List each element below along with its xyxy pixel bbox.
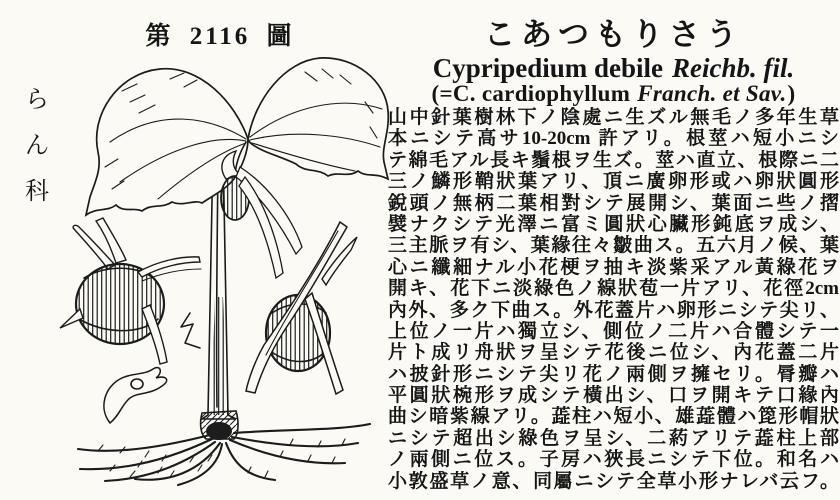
text-line: 心ニ纖細ナル小花梗ヲ抽キ淡紫采アル黃綠花ヲ — [388, 256, 839, 278]
synonym-name: (=C. cardiophyllum — [431, 81, 631, 106]
synonym-close: ) — [787, 81, 796, 106]
author-abbrev: Reichb. fil. — [672, 53, 795, 83]
text-line: 襞ナクシテ光澤ニ富ミ圓狀心臟形鈍底ヲ成シ、 — [388, 213, 839, 235]
text-line: 銳頭ノ無柄二葉相對シテ展開シ、葉面ニ些ノ摺 — [388, 192, 839, 214]
text-line: 小敦盛草ノ意、同屬ニシテ全草小形ナレバ云フ。 — [388, 470, 839, 492]
left-flower-detail — [60, 218, 201, 364]
right-leaf — [248, 58, 388, 179]
article-column — [388, 0, 839, 492]
family-char: ら — [25, 87, 49, 113]
species-name: Cypripedium debile — [432, 53, 664, 83]
family-char: 科 — [25, 179, 49, 205]
text-line: 山中針葉樹林下ノ陰處ニ生ズル無毛ノ多年生草 — [388, 107, 839, 128]
text-line: 開キ、花下ニ淡綠色ノ線狀苞一片アリ、花徑2cm — [388, 278, 839, 300]
text-line: 內外、多ク下曲ス。外花蓋片ハ卵形ニシテ尖リ、 — [388, 299, 839, 321]
description-text — [388, 107, 839, 492]
central-flower — [221, 142, 302, 278]
text-line: 本ニシテ高サ10-20cm 許アリ。根莖ハ短小ニシ — [388, 128, 839, 150]
text-line: ニシテ超出シ綠色ヲ呈シ、二葯アリテ蕋柱上部 — [388, 427, 839, 449]
column-detail — [104, 368, 167, 423]
text-line: 片ト成リ舟狀ヲ呈シテ花後ニ位シ、內花蓋二片 — [388, 342, 839, 364]
text-line: ハ披針形ニシテ尖リ花ノ兩側ヲ擁セリ。脣瓣ハ — [388, 363, 839, 385]
plant-title-kana: こあつもりさう — [484, 17, 743, 52]
text-line: 曲シ暗紫線アリ。蕋柱ハ短小、雄蕋體ハ箆形帽狀 — [388, 406, 839, 428]
text-line: テ綿毛アル長キ鬚根ヲ生ズ。莖ハ直立、根際ニ二 — [388, 149, 839, 171]
family-char: ん — [25, 133, 49, 159]
text-line: 平圓狀椀形ヲ成シテ橫出シ、口ヲ開キテ口緣內 — [388, 385, 839, 407]
stem-sheath — [181, 313, 200, 348]
text-line: 三ノ鱗形鞘狀葉アリ、頂ニ廣卵形或ハ卵狀圓形 — [388, 171, 839, 193]
scientific-name — [388, 54, 839, 82]
root-crown — [201, 411, 238, 440]
synonym-line — [388, 82, 839, 106]
synonym-author: Franch. et Sav. — [637, 81, 787, 106]
text-line: ノ兩側ニ位ス。子房ハ狹長ニシテ下位。和名ハ — [388, 449, 839, 471]
text-line: 三主脈ヲ有シ、葉緣往々皺曲ス。五六月ノ候、葉 — [388, 235, 839, 257]
botanical-illustration — [50, 46, 395, 496]
figure-caption: 第 2116 圖 — [145, 23, 295, 50]
text-line: 上位ノ一片ハ獨立シ、側位ノ二片ハ合體シテ一 — [388, 320, 839, 342]
family-name-vertical — [22, 88, 52, 204]
